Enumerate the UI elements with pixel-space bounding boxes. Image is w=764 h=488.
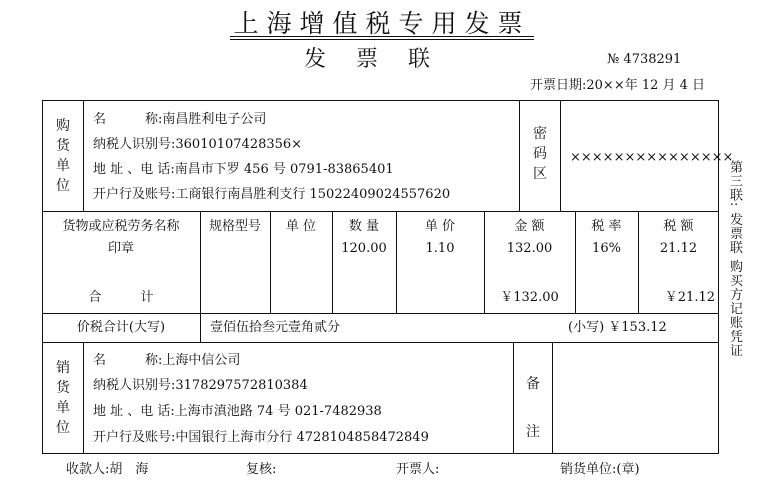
payee: 收款人:胡 海 [66, 462, 149, 477]
buyer-name: 名 称:南昌胜利电子公司 [93, 112, 267, 127]
divider-remarks-left [513, 342, 514, 454]
grand-total-in-words: 壹佰伍拾叁元壹角贰分 [210, 320, 341, 335]
buyer-bank-account: 开户行及账号:工商银行南昌胜利支行 15022409024557620 [93, 187, 451, 202]
col-header-qty: 数 量 [348, 219, 380, 234]
seller-address-phone: 地 址 、电 话:上海市滇池路 74 号 021-7482938 [93, 404, 382, 419]
invoice-number: № 4738291 [607, 52, 682, 67]
issuer: 开票人: [396, 462, 440, 477]
seller-tax-id: 纳税人识别号:3178297572810384 [93, 378, 308, 393]
buyer-address-phone: 地 址 、电 话:南昌市下罗 456 号 0791-83865401 [93, 162, 394, 177]
total-label: 合 计 [88, 290, 154, 305]
reviewer: 复核: [246, 462, 277, 477]
divider-cipher-left [519, 100, 520, 211]
title-underline-double [230, 39, 534, 40]
item-tax-rate: 16% [592, 241, 621, 256]
item-name: 印章 [107, 241, 134, 256]
invoice-copy-type: 发票联 [303, 47, 460, 72]
divider-grand-total [200, 313, 201, 342]
divider-total-bottom [42, 342, 719, 343]
remarks-label: 备注 [526, 376, 540, 440]
issue-date: 开票日期:20××年 12 月 4 日 [530, 78, 706, 93]
grand-total-in-figures: (小写) ￥153.12 [568, 320, 667, 335]
cipher-area-label: 密码区 [533, 126, 547, 182]
divider-buyer-label [83, 100, 84, 211]
invoice-title: 上海增值税专用发票 [233, 9, 531, 38]
col-header-tax-rate: 税 率 [591, 219, 622, 234]
col-header-spec: 规格型号 [208, 219, 261, 234]
seller-section-label: 销货单位 [56, 360, 70, 436]
col-header-unit-price: 单 价 [424, 219, 456, 234]
col-header-unit: 单 位 [285, 219, 317, 234]
item-tax-amount: 21.12 [659, 241, 698, 256]
divider-seller-label [83, 342, 84, 454]
col-header-amount: 金 额 [514, 219, 545, 234]
col-header-tax-amount: 税 额 [663, 219, 694, 234]
copy-side-label: 第三联: 发票联 购买方记账凭证 [727, 160, 742, 358]
total-tax: ￥21.12 [664, 290, 715, 305]
seller-bank-account: 开户行及账号:中国银行上海市分行 4728104858472849 [93, 430, 429, 445]
divider-buyer-bottom [42, 211, 719, 212]
seller-name: 名 称:上海中信公司 [93, 353, 241, 368]
grand-total-label: 价税合计(大写) [76, 320, 166, 335]
total-amount: ￥132.00 [500, 290, 559, 305]
buyer-section-label: 购货单位 [56, 118, 70, 194]
item-amount: 132.00 [506, 241, 553, 256]
item-qty: 120.00 [341, 241, 387, 256]
buyer-tax-id: 纳税人识别号:36010107428356× [93, 137, 303, 152]
col-header-goods-name: 货物或应税劳务名称 [62, 219, 180, 234]
seller-unit-stamp: 销货单位:(章) [560, 462, 640, 477]
cipher-area-value: ××××××××××××××× [570, 150, 734, 165]
divider-cipher-right [560, 100, 561, 211]
title-underline [230, 36, 534, 37]
divider-remarks-right [552, 342, 553, 454]
item-unit-price: 1.10 [425, 241, 455, 256]
divider-items-bottom [42, 313, 719, 314]
